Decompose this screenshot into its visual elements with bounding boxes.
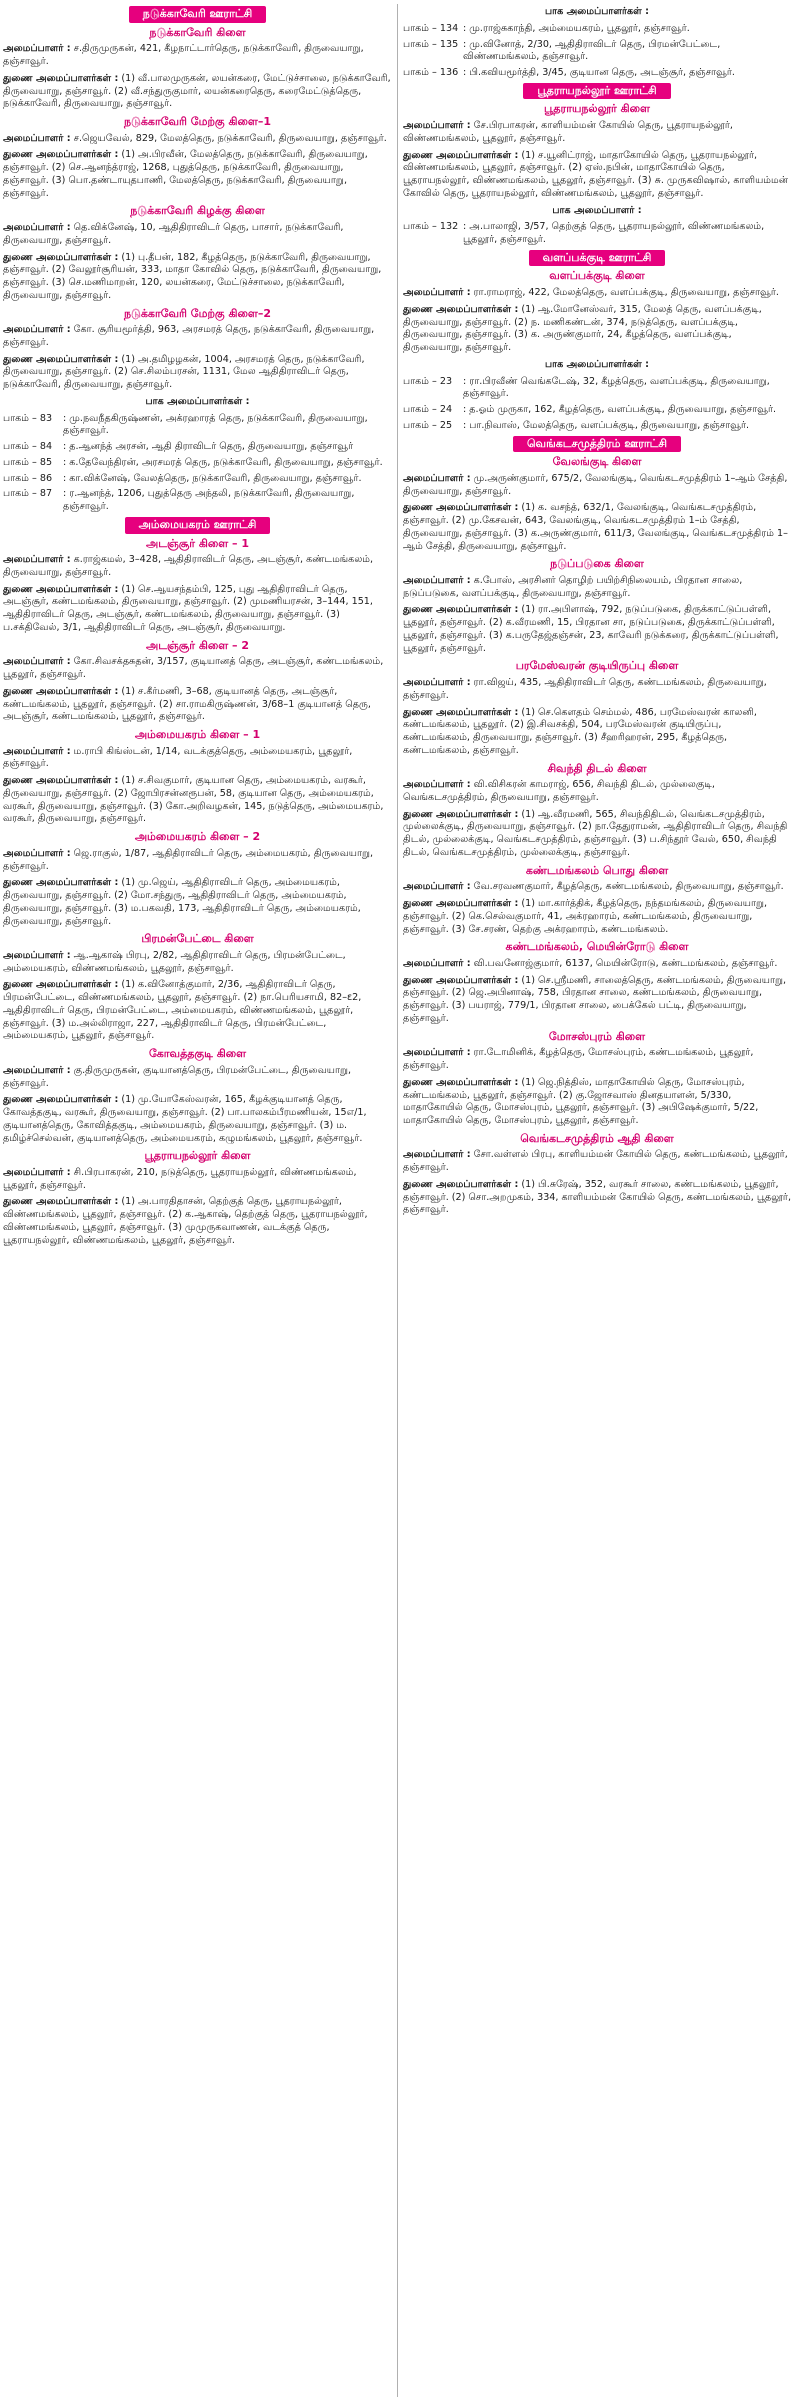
member-entry (403, 1047, 791, 1073)
entry-role-label: துணை அமைப்பாளர்கள் : (403, 1178, 519, 1190)
entry-role-label: அமைப்பாளர் : (403, 574, 471, 586)
branch-title: வளப்பக்குடி கிளை (549, 269, 645, 283)
entry-details: ரா.ராமராஜ், 422, மேலத்தெரு, வளப்பக்குடி, திருவையாறு, தஞ்சாவூர். (470, 287, 779, 298)
entry-details: (1) அ.பிரவீன், மேலத்தெரு, நடுக்காவேரி, திருவையாறு, தஞ்சாவூர். (2) செ.ஆனந்த்ராஜ், 1268, புதுத்தெரு, நடுக்காவேரி, திருவையாறு, தஞ்சாவூர். (3) பொ.தண்டாயுதபாணி, மேலத்தெரு, நடுக்காவேரி, திருவையாறு, தஞ்சாவூர். (3, 149, 368, 199)
entry-role-label: அமைப்பாளர் : (3, 745, 71, 757)
entry-role-label: அமைப்பாளர் : (3, 324, 71, 336)
member-entry (3, 979, 392, 1043)
entry-details: ச.திருமுருகன், 421, கீழநாட்டார்தெரு, நடுக்காவேரி, திருவையாறு, தஞ்சாவூர். (3, 43, 364, 67)
entry-role-label: துணை அமைப்பாளர்கள் : (3, 353, 119, 365)
entry-role-label: துணை அமைப்பாளர்கள் : (3, 685, 119, 697)
entry-details: ஆ.ஆகாஷ் பிரபு, 2/82, ஆதிதிராவிடர் தெரு, பிரமன்பேட்டை, அம்மையகரம், விண்ணமங்கலம், பூதலூர், தஞ்சாவூர். (3, 949, 346, 974)
booth-organizers-heading: பாக அமைப்பாளர்கள் : (544, 358, 650, 370)
entry-details: (1) க.வினோத்குமார், 2/36, ஆதிதிராவிடர் தெரு, பிரமன்பேட்டை, விண்ணமங்கலம், பூதலூர், தஞ்சாவூர். (2) நா.பெரியசாமி, 82–ε2, ஆதிதிராவிடர் தெரு, பிரமன்பேட்டை, அம்மையகரம், விண்ணமங்கலம், பூதலூர், தஞ்சாவூர். (3) ம.அல்லிராஜா, 227, ஆதிதிராவிடர் தெரு, பிரமன்பேட்டை, அம்மையகரம், பூதலூர், தஞ்சாவூர். (3, 979, 362, 1042)
branch-title: மோசஸ்புரம் கிளை (548, 1029, 646, 1043)
branch-title: கோவத்தகுடி கிளை (148, 1047, 247, 1061)
entry-role-label: துணை அமைப்பாளர்கள் : (403, 1076, 519, 1088)
branch-title: நடுக்காவேரி மேற்கு கிளை–1 (124, 115, 271, 128)
booth-organizers-heading: பாக அமைப்பாளர்கள் : (145, 395, 250, 407)
right-column (397, 4, 791, 2397)
entry-role-label: துணை அமைப்பாளர்கள் : (3, 72, 119, 84)
member-entry (403, 1149, 791, 1175)
booth-row (403, 404, 791, 417)
branch-title: அடஞ்சூர் கிளை – 1 (145, 536, 250, 550)
member-entry (403, 975, 791, 1026)
entry-role-label: அமைப்பாளர் : (403, 881, 471, 893)
booth-number: பாகம் – 136 (403, 67, 459, 78)
booth-number: பாகம் – 85 (3, 456, 53, 468)
member-entry (403, 575, 791, 601)
entry-role-label: அமைப்பாளர் : (403, 677, 471, 688)
member-entry (3, 1094, 392, 1145)
entry-details: வி.பவனோஜ்குமார், 6137, மெயின்ரோடு, கண்டமங்கலம், தஞ்சாவூர். (470, 957, 778, 969)
entry-details: க.ராஜ்கமல், 3–428, ஆதிதிராவிடர் தெரு, அடஞ்சூர், கண்டமங்கலம், திருவையாறு, தஞ்சாவூர். (3, 554, 374, 578)
panchayat-header (3, 517, 392, 534)
booth-details: : அ.பாலாஜி, 3/57, தெற்குத் தெரு, பூதராயநல்லூர், விண்ணமங்கலம், பூதலூர், தஞ்சாவூர். (463, 221, 765, 245)
booth-number: பாகம் – 24 (403, 404, 453, 415)
entry-details: கோ. சூரியமூர்த்தி, 963, அரசமரத் தெரு, நடுக்காவேரி, திருவையாறு, தஞ்சாவூர். (3, 324, 375, 348)
member-entry (3, 775, 392, 826)
entry-details: (1) பி.சுரேஷ், 352, வரகூர் சாலை, கண்டமங்கலம், பூதலூர், தஞ்சாவூர். (2) சொ.அறமுகம், 334, காளியம்மன் கோயில் தெரு, கண்டமங்கலம், பூதலூர், தஞ்சாவூர். (403, 1178, 791, 1216)
booth-details: : ர.ஆனந்த், 1206, புதுத்தெரு அந்தலி, நடுக்காவேரி, திருவையாறு, தஞ்சாவூர். (63, 488, 355, 513)
entry-role-label: அமைப்பாளர் : (3, 554, 71, 566)
branch-title: பிரமன்பேட்டை கிளை (141, 932, 254, 946)
branch-title: அம்மையகரம் கிளை – 1 (134, 728, 261, 741)
branch-title: சிவந்தி திடல் கிளை (547, 761, 647, 775)
booth-details: : கா.விக்னேஷ், வேலத்தெரு, நடுக்காவேரி, திருவையாறு, தஞ்சாவூர். (63, 472, 362, 484)
booth-details: : த.ஆனந்த் அரசன், ஆதி திராவிடர் தெரு, திருவையாறு, தஞ்சாவூர் (63, 441, 354, 453)
booth-row (403, 67, 791, 80)
booth-details: : மு.நவநீதகிருஷ்ணன், அக்ரஹாரத் தெரு, நடுக்காவேரி, திருவையாறு, தஞ்சாவூர். (63, 412, 368, 437)
entry-role-label: துணை அமைப்பாளர்கள் : (403, 502, 519, 514)
branch-title: பூதராயநல்லூர் கிளை (544, 102, 650, 116)
member-entry (403, 604, 791, 655)
entry-role-label: துணை அமைப்பாளர்கள் : (403, 898, 519, 909)
entry-details: (1) ஆ.வீரமணி, 565, சிவந்திதிடல், வெங்கடசமுத்திரம், முல்லைக்குடி, திருவையாறு, தஞ்சாவூர். (2) நா.தேதுராமன், ஆதிதிராவிடர் தெரு, சிவந்தி திடல், முல்லைக்குடி, வெங்கடசமுத்திரம், தஞ்சாவூர். (3) ப.சிந்தூர் வேல், 650, சிவந்தி திடல், வெங்கடசமுத்திரம், முல்லைக்குடி, தஞ்சாவூர். (403, 808, 788, 858)
entry-role-label: துணை அமைப்பாளர்கள் : (403, 604, 519, 616)
booth-details: : க.தேவேந்திரன், அரசமரத் தெரு, நடுக்காவேரி, திருவையாறு, தஞ்சாவூர். (63, 456, 383, 468)
booth-details: : மு.வினோத், 2/30, ஆதிதிராவிடர் தெரு, பிரமன்பேட்டை, விண்ணமங்கலம், தஞ்சாவூர். (463, 38, 721, 63)
entry-details: (1) க. வசந்த், 632/1, வேலங்குடி, வெங்கடசமுத்திரம், தஞ்சாவூர். (2) மு.கேசவன், 643, வேலங்குடி, வெங்கடசமுத்திரம் 1–ம் சேத்தி, திருவையாறு, தஞ்சாவூர். (3) க.அருண்குமார், 611/3, வேலங்குடி, வெங்கடசமுத்திரம் 1–ஆம் சேத்தி, திருவையாறு, தஞ்சாவூர். (403, 502, 788, 552)
panchayat-title: வெங்கடசமுத்திரம் ஊராட்சி (513, 436, 681, 453)
member-entry (3, 554, 392, 580)
member-entry (403, 958, 791, 971)
branch-title: அம்மையகரம் கிளை – 2 (134, 830, 261, 844)
entry-details: (1) ஆ.மோனேஸ்வர், 315, மேலத் தெரு, வளப்பக்குடி, திருவையாறு, தஞ்சாவூர். (2) ந. மணிகண்டன், 374, நடுத்தெரு, வளப்பக்குடி, திருவையாறு, தஞ்சாவூர். (3) க. அருண்குமார், 24, கீழத்தெரு, வளப்பக்குடி, திருவையாறு, தஞ்சாவூர். (403, 303, 762, 353)
booth-row (403, 420, 791, 433)
booth-row (403, 39, 791, 65)
member-entry (3, 354, 392, 392)
branch-title: அடஞ்சூர் கிளை – 2 (145, 638, 250, 652)
booth-details: : பா.நிவாஸ், மேலத்தெரு, வளப்பக்குடி, திருவையாறு, தஞ்சாவூர். (463, 419, 750, 431)
entry-role-label: துணை அமைப்பாளர்கள் : (3, 775, 119, 787)
panchayat-header (403, 250, 791, 267)
branch-title: கண்டமங்கலம் பொது கிளை (525, 863, 669, 877)
member-entry (3, 877, 392, 928)
entry-role-label: அமைப்பாளர் : (3, 949, 71, 961)
entry-details: சி.பிரபாகரன், 210, நடுத்தெரு, பூதராயநல்லூர், விண்ணமங்கலம், பூதலூர், தஞ்சாவூர். (3, 1166, 357, 1191)
entry-details: ம.ராபி கிங்ஸ்டன், 1/14, வடக்குத்தெரு, அம்மையகரம், பூதலூர், தஞ்சாவூர். (3, 745, 353, 770)
entry-details: ரா.டோமினிக், கீழத்தெரு, மோசஸ்புரம், கண்டமங்கலம், பூதலூர், தஞ்சாவூர். (403, 1047, 754, 1071)
member-entry (3, 73, 392, 111)
booth-number: பாகம் – 132 (403, 221, 459, 233)
booth-details: : ரா.பிரவீண் வெங்கடேஷ், 32, கீழத்தெரு, வளப்பக்குடி, திருவையாறு, தஞ்சாவூர். (463, 375, 770, 400)
entry-details: (1) ஜெ.நித்திஸ், மாதாகோயில் தெரு, மோசஸ்புரம், கண்டமங்கலம், பூதலூர், தஞ்சாவூர். (2) கு.ஜோசவாஸ் தினதயாளன், 5/330, மாதாகோயில் தெரு, மோசஸ்புரம், பூதலூர், தஞ்சாவூர். (3) அபிஷேக்குமார், 5/22, மாதாகோயில் தெரு, மோசஸ்புரம், பூதலூர், தஞ்சாவூர். (403, 1076, 759, 1126)
member-entry (403, 881, 791, 894)
entry-role-label: துணை அமைப்பாளர்கள் : (403, 149, 519, 161)
entry-role-label: துணை அமைப்பாளர்கள் : (3, 877, 119, 889)
entry-role-label: துணை அமைப்பாளர்கள் : (403, 706, 519, 718)
member-entry (3, 746, 392, 772)
member-entry (403, 473, 791, 499)
member-entry (3, 686, 392, 724)
entry-details: (1) ச.கீர்மணி, 3–68, குடியானத் தெரு, அடஞ்சூர், கண்டமங்கலம், பூதலூர், தஞ்சாவூர். (2) சா.ராமகிருஷ்ணன், 3/68–1 குடியானத் தெரு, அடஞ்சூர், கண்டமங்கலம், பூதலூர், தஞ்சாவூர். (3, 685, 371, 723)
entry-details: (1) ச.சிவகுமார், குடியான தெரு, அம்மையகரம், வரகூர், திருவையாறு, தஞ்சாவூர். (2) ஜோபிரசன்னரூபன், 58, குடியான தெரு, அம்மையகரம், வரகூர், திருவையாறு, தஞ்சாவூர். (3) கோ.அறிவழகன், 145, நடுத்தெரு, அம்மையகரம், வரகூர், திருவையாறு, தஞ்சாவூர். (3, 775, 384, 825)
entry-details: ச.ஜெயவேல், 829, மேலத்தெரு, நடுக்காவேரி, திருவையாறு, தஞ்சாவூர். (70, 132, 387, 144)
entry-role-label: துணை அமைப்பாளர்கள் : (3, 149, 119, 161)
entry-details: வே.சரவணகுமார், கீழத்தெரு, கண்டமங்கலம், திருவையாறு, தஞ்சாவூர். (470, 881, 784, 893)
branch-title: நடுக்காவேரி கிளை (149, 25, 246, 39)
member-entry (3, 252, 392, 303)
entry-role-label: அமைப்பாளர் : (403, 779, 471, 791)
branch-title: நடுப்படுகை கிளை (550, 557, 644, 571)
entry-details: (1) ரா.அபிளாஷ், 792, நடுப்படுகை, திருக்காட்டுப்பள்ளி, பூதலூர், தஞ்சாவூர். (2) க.வீரமணி, 15, பிரதான சா, நடுப்படுகை, திருக்காட்டுப்பள்ளி, பூதலூர், தஞ்சாவூர். (3) க.பருதேஜ்தஞ்சன், 23, காவேரி நடுக்கரை, திருக்காட்டுப்பள்ளி, பூதலூர், தஞ்சாவூர். (403, 604, 779, 654)
panchayat-title: வளப்பக்குடி ஊராட்சி (529, 250, 666, 267)
entry-role-label: அமைப்பாளர் : (403, 957, 471, 969)
entry-details: கு.திருமுருகன், குடியானத்தெரு, பிரமன்பேட்டை, திருவையாறு, தஞ்சாவூர். (3, 1064, 352, 1089)
booth-row (403, 23, 791, 36)
entry-details: வி.விசிகரன் காமராஜ், 656, சிவந்தி திடல், முல்லைகுடி, வெங்கடசமுத்திரம், திருவையாறு, தஞ்சாவூர். (403, 779, 715, 803)
booth-row (3, 488, 392, 514)
booth-number: பாகம் – 135 (403, 38, 459, 50)
entry-details: (1) மு.யோகேஸ்வரன், 165, கீழக்குடியானத் தெரு, கோவத்தகுடி, வரகூர், திருவையாறு, தஞ்சாவூர். (2) பா.பாலகம்பீரமணியன், 15எ/1, குடியானத்தெரு, கோவித்தகுடி, அம்மையகரம், திருவையாறு, தஞ்சாவூர். (3) ம. தமிழ்ச்செல்வன், குடியானத்தெரு, அம்மையகரம், கழுமங்கலம், பூதலூர், தஞ்சாவூர். (3, 1094, 367, 1144)
entry-details: சோ.வள்ளல் பிரபு, காளியம்மன் கோயில் தெரு, கண்டமங்கலம், பூதலூர், தஞ்சாவூர். (403, 1149, 788, 1174)
entry-role-label: துணை அமைப்பாளர்கள் : (403, 808, 519, 820)
panchayat-header (403, 83, 791, 100)
member-entry (3, 133, 392, 146)
booth-details: : பி.கவியமூர்த்தி, 3/45, குடியான தெரு, அடஞ்சூர், தஞ்சாவூர். (463, 67, 735, 78)
entry-role-label: அமைப்பாளர் : (3, 132, 71, 144)
booth-row (3, 441, 392, 454)
member-entry (3, 1196, 392, 1247)
booth-row (3, 457, 392, 470)
entry-role-label: அமைப்பாளர் : (403, 287, 471, 298)
entry-role-label: அமைப்பாளர் : (3, 1166, 71, 1178)
entry-role-label: அமைப்பாளர் : (403, 1149, 471, 1161)
entry-role-label: துணை அமைப்பாளர்கள் : (3, 583, 119, 595)
entry-details: க.போஸ், அரசினர் தொழிற் பயிற்சிநிலையம், பிரதான சாலை, நடுப்படுகை, வளப்பக்குடி, திருவையாறு, தஞ்சாவூர். (403, 574, 743, 599)
branch-title: வேலங்குடி கிளை (552, 455, 642, 469)
entry-role-label: அமைப்பாளர் : (3, 847, 71, 859)
member-entry (403, 779, 791, 805)
entry-role-label: அமைப்பாளர் : (403, 1047, 471, 1059)
entry-role-label: துணை அமைப்பாளர்கள் : (3, 1094, 119, 1106)
entry-details: (1) செ.ஸ்ரீமணி, சாலைத்தெரு, கண்டமங்கலம், திருவையாறு, தஞ்சாவூர். (2) ஜெ.அபினாஷ், 758, பிரதான சாலை, கண்டமங்கலம், திருவையாறு, தஞ்சாவூர். (3) பயராஜ், 779/1, பிரதான சாலை, பைக்கேல் பட்டி, திருவையாறு, தஞ்சாவூர். (403, 974, 787, 1024)
member-entry (3, 584, 392, 635)
member-entry (3, 1065, 392, 1091)
entry-role-label: துணை அமைப்பாளர்கள் : (3, 1196, 119, 1208)
entry-role-label: அமைப்பாளர் : (3, 222, 71, 233)
branch-title: நடுக்காவேரி மேற்கு கிளை–2 (124, 306, 271, 320)
booth-row (3, 413, 392, 439)
booth-row (403, 376, 791, 402)
booth-organizers-heading: பாக அமைப்பாளர் : (552, 204, 642, 216)
member-entry (403, 502, 791, 553)
entry-role-label: துணை அமைப்பாளர்கள் : (403, 974, 519, 986)
booth-row (403, 221, 791, 247)
branch-title: பரமேஸ்வரன் குடியிருப்பு கிளை (515, 659, 679, 673)
panchayat-title: அம்மையகரம் ஊராட்சி (125, 517, 271, 534)
entry-details: (1) செ.ஆயசந்தம்பி, 125, புது ஆதிதிராவிடர் தெரு, அடஞ்சூர், கண்டமங்கலம், திருவையாறு, தஞ்சாவூர். (2) முமணியரசன், 3–144, 151, ஆதிதிராவிடர் தெரு, அடஞ்சூர், கண்டமங்கலம், திருவையாறு, தஞ்சாவூர். (3) ப.சக்திவேல், 3/1, ஆதிதிராவிடர் தெரு, அடஞ்சூர், திருவையாறு. (3, 583, 373, 633)
entry-details: கோ.சிவசக்தசுதன், 3/157, குடியானத் தெரு, அடஞ்சூர், கண்டமங்கலம், பூதலூர், தஞ்சாவூர். (3, 656, 384, 680)
booth-number: பாகம் – 87 (3, 488, 53, 500)
booth-number: பாகம் – 84 (3, 441, 53, 453)
booth-row (3, 473, 392, 486)
booth-organizers-heading: பாக அமைப்பாளர்கள் : (544, 6, 650, 17)
booth-details: : த.ஓம் முருகா, 162, கீழத்தெரு, வளப்பக்குடி, திருவையாறு, தஞ்சாவூர். (463, 404, 777, 415)
branch-title: வெங்கடசமுத்திரம் ஆதி கிளை (520, 1131, 674, 1145)
entry-details: (1) அ.பாரதிதாசன், தெற்குத் தெரு, பூதராயநல்லூர், விண்ணமங்கலம், பூதலூர், தஞ்சாவூர். (2) க.ஆகாஷ், தெற்குத் தெரு, பூதராயநல்லூர், விண்ணமங்கலம், பூதலூர், தஞ்சாவூர். (3) முமுருகவாணன், வடக்குத் தெரு, பூதராயநல்லூர், விண்ணமங்கலம், பூதலூர், தஞ்சாவூர். (3, 1196, 368, 1246)
entry-role-label: அமைப்பாளர் : (3, 1064, 71, 1076)
booth-details: : மு.ராஜ்சுகாந்தி, அம்மையகரம், பூதலூர், தஞ்சாவூர். (463, 22, 690, 34)
member-entry (3, 848, 392, 874)
member-entry (403, 1077, 791, 1128)
member-entry (403, 120, 791, 146)
booth-number: பாகம் – 86 (3, 472, 53, 484)
member-entry (403, 809, 791, 860)
member-entry (3, 324, 392, 350)
member-entry (3, 1167, 392, 1193)
branch-title: நடுக்காவேரி கிழக்கு கிளை (130, 204, 265, 218)
entry-details: (1) ச.யூனிட்ராஜ், மாதாகோயில் தெரு, பூதராயநல்லூர், விண்ணமங்கலம், பூதலூர், தஞ்சாவூர். (2) ஏஸ்.நபின், மாதாகோயில் தெரு, பூதராயநல்லூர், விண்ணமங்கலம், பூதலூர், தஞ்சாவூர். (3) சு. முருகவிஷால், காளியம்மன் கோவில் தெரு, பூதராயநல்லூர், விண்ணமங்கலம், பூதலூர், தஞ்சாவூர். (403, 149, 789, 199)
entry-details: (1) பு.தீபன், 182, கீழத்தெரு, நடுக்காவேரி, திருவையாறு, தஞ்சாவூர். (2) வேலூர்சூரியன், 333, மாதா கோவில் தெரு, நடுக்காவேரி, திருவையாறு, தஞ்சாவூர். (3) செ.மணிமாறன், 120, லயன்கரை, மேட்டுச்சாலை, நடுக்காவேரி, திருவையாறு, தஞ்சாவூர். (3, 251, 382, 301)
booth-number: பாகம் – 25 (403, 419, 453, 431)
branch-title: கண்டமங்கலம், மெயின்ரோடு கிளை (505, 940, 689, 954)
entry-role-label: அமைப்பாளர் : (3, 656, 71, 668)
left-column (3, 4, 397, 2397)
member-entry (403, 287, 791, 300)
entry-role-label: துணை அமைப்பாளர்கள் : (3, 251, 119, 263)
entry-role-label: அமைப்பாளர் : (403, 120, 471, 131)
entry-details: ரா.விஜய், 435, ஆதிதிராவிடர் தெரு, கண்டமங்கலம், திருவையாறு, தஞ்சாவூர். (403, 677, 767, 701)
booth-number: பாகம் – 134 (403, 22, 459, 34)
entry-role-label: அமைப்பாளர் : (403, 472, 471, 484)
booth-number: பாகம் – 83 (3, 412, 53, 424)
panchayat-header (403, 436, 791, 453)
panchayat-title: பூதராயநல்லூர் ஊராட்சி (523, 83, 670, 100)
entry-details: (1) வீ.பாலமுருகன், லயன்கரை, மேட்டுச்சாலை, நடுக்காவேரி, திருவையாறு, தஞ்சாவூர். (2) வீ.சந்துருகுமார், லயன்கரைதெரு, கரைமேட்டுத்தெரு, நடுக்காவேரி, திருவையாறு, தஞ்சாவூர். (3, 72, 391, 110)
entry-details: (1) செ.கௌதம் செம்மல், 486, பரமேஸ்வரன் காலனி, கண்டமங்கலம், பூதலூர். (2) இ.சிவசக்தி, 504, பரமேஸ்வரன் குடியிருப்பு, கண்டமங்கலம், திருவையாறு, தஞ்சாவூர். (3) சீஹரிஹரன், 295, கீழத்தெரு, கண்டமங்கலம், தஞ்சாவூர். (403, 706, 757, 756)
entry-details: (1) மு.ஜெய், ஆதிதிராவிடர் தெரு, அம்மையகரம், திருவையாறு, தஞ்சாவூர். (2) மோ.சந்துரு, ஆதிதிராவிடர் தெரு, அம்மையகரம், திருவையாறு, தஞ்சாவூர். (3) ம.பகவதி, 173, ஆதிதிராவிடர் தெரு, அம்மையகரம், திருவையாறு, தஞ்சாவூர். (3, 877, 361, 927)
entry-role-label: துணை அமைப்பாளர்கள் : (3, 979, 119, 991)
booth-number: பாகம் – 23 (403, 375, 453, 387)
entry-details: மு.அருண்குமார், 675/2, வேலங்குடி, வெங்கடசமுத்திரம் 1–ஆம் சேத்தி, திருவையாறு, தஞ்சாவூர். (403, 472, 788, 497)
entry-role-label: துணை அமைப்பாளர்கள் : (403, 303, 519, 315)
member-entry (3, 950, 392, 976)
entry-details: சே.பிரபாகரன், காளியம்மன் கோயில் தெரு, பூதராயநல்லூர், விண்ணமங்கலம், பூதலூர், தஞ்சாவூர். (403, 120, 733, 144)
member-entry (403, 1179, 791, 1217)
entry-details: ஜெ.ராகுல், 1/87, ஆதிதிராவிடர் தெரு, அம்மையகரம், திருவையாறு, தஞ்சாவூர். (3, 847, 374, 872)
panchayat-header (3, 6, 392, 23)
member-entry (403, 304, 791, 355)
member-entry (3, 149, 392, 200)
entry-role-label: அமைப்பாளர் : (3, 43, 71, 55)
member-entry (403, 150, 791, 201)
entry-details: (1) அ.தமிழழகன், 1004, அரசமரத் தெரு, நடுக்காவேரி, திருவையாறு, தஞ்சாவூர். (2) செ.சிலம்பரசன், 1131, மேல ஆதிதிராவிடர் தெரு, நடுக்காவேரி, திருவையாறு, தஞ்சாவூர். (3, 353, 365, 391)
member-entry (403, 677, 791, 703)
entry-details: தெ.விக்னேஷ், 10, ஆதிதிராவிடர் தெரு, பாசார், நடுக்காவேரி, திருவையாறு, தஞ்சாவூர். (3, 222, 344, 246)
member-entry (3, 43, 392, 69)
member-entry (3, 222, 392, 248)
panchayat-title: நடுக்காவேரி ஊராட்சி (129, 6, 266, 23)
member-entry (3, 656, 392, 682)
member-entry (403, 707, 791, 758)
branch-title: பூதராயநல்லூர் கிளை (144, 1149, 251, 1163)
entry-details: (1) மா.கார்த்திக், கீழத்தெரு, நந்தமங்கலம், திருவையாறு, தஞ்சாவூர். (2) கெ.செல்வகுமார், 41, அக்ரஹாரம், கண்டமங்கலம், திருவையாறு, தஞ்சாவூர். (3) சே.சரண், தெற்கு அக்ரஹாரம், கண்டமங்கலம். (403, 898, 768, 935)
member-entry (403, 898, 791, 936)
